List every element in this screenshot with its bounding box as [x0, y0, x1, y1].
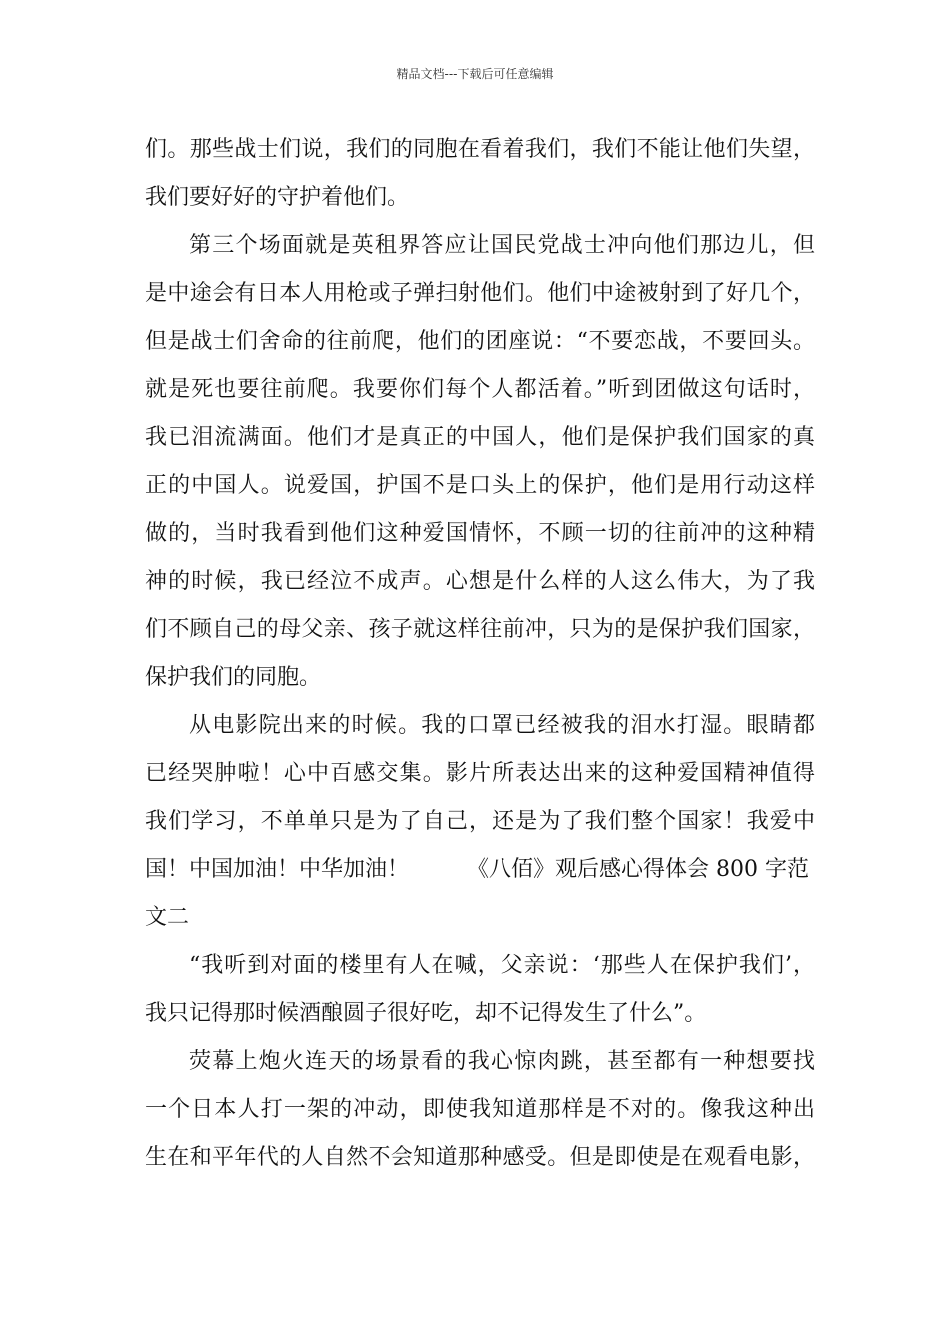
text-line-16: [145, 846, 815, 894]
text-line-12: 保护我们的同胞。: [145, 665, 322, 690]
text-line-7: 我已泪流满面。他们才是真正的中国人，他们是保护我们国家的真: [145, 425, 815, 450]
text-line-3: 第三个场面就是英租界答应让国民党战士冲向他们那边儿，但: [189, 233, 815, 258]
text-line-20: 荧幕上炮火连天的场景看的我心惊肉跳，甚至都有一种想要找: [189, 1049, 815, 1074]
text-line-13: 从电影院出来的时候。我的口罩已经被我的泪水打湿。眼睛都: [189, 713, 815, 738]
page-header: 精品文档---下载后可任意编辑: [396, 67, 554, 81]
text-line-1: 们。那些战士们说，我们的同胞在看着我们，我们不能让他们失望，: [145, 137, 815, 162]
text-line-21: 一个日本人打一架的冲动，即使我知道那样是不对的。像我这种出: [145, 1097, 815, 1122]
closing-line: 国！中国加油！中华加油！: [145, 857, 410, 882]
text-line-17: 文二: [145, 905, 190, 930]
text-line-11: 们不顾自己的母父亲、孩子就这样往前冲，只为的是保护我们国家，: [145, 617, 815, 642]
text-line-2: 我们要好好的守护着他们。: [145, 185, 410, 210]
document-body: [145, 126, 815, 1182]
text-line-15: 我们学习，不单单只是为了自己，还是为了我们整个国家！我爱中: [145, 809, 815, 834]
text-line-22: 生在和平年代的人自然不会知道那种感受。但是即使是在观看电影，: [145, 1145, 815, 1170]
text-line-8: 正的中国人。说爱国，护国不是口头上的保护，他们是用行动这样: [145, 473, 815, 498]
text-line-14: 已经哭肿啦！心中百感交集。影片所表达出来的这种爱国精神值得: [145, 761, 815, 786]
text-line-4: 是中途会有日本人用枪或子弹扫射他们。他们中途被射到了好几个，: [145, 281, 815, 306]
section-title: 《八佰》观后感心得体会 800 字范: [467, 857, 809, 882]
text-line-19: 我只记得那时候酒酿圆子很好吃，却不记得发生了什么”。: [145, 1001, 707, 1026]
text-line-18: “我听到对面的楼里有人在喊，父亲说：‘那些人在保护我们’，: [189, 953, 815, 978]
text-line-5: 但是战士们舍命的往前爬，他们的团座说：“不要恋战，不要回头。: [145, 329, 815, 354]
text-line-6: 就是死也要往前爬。我要你们每个人都活着。”听到团做这句话时，: [145, 377, 815, 402]
text-line-10: 神的时候，我已经泣不成声。心想是什么样的人这么伟大，为了我: [145, 569, 815, 594]
text-line-9: 做的，当时我看到他们这种爱国情怀，不顾一切的往前冲的这种精: [145, 521, 815, 546]
